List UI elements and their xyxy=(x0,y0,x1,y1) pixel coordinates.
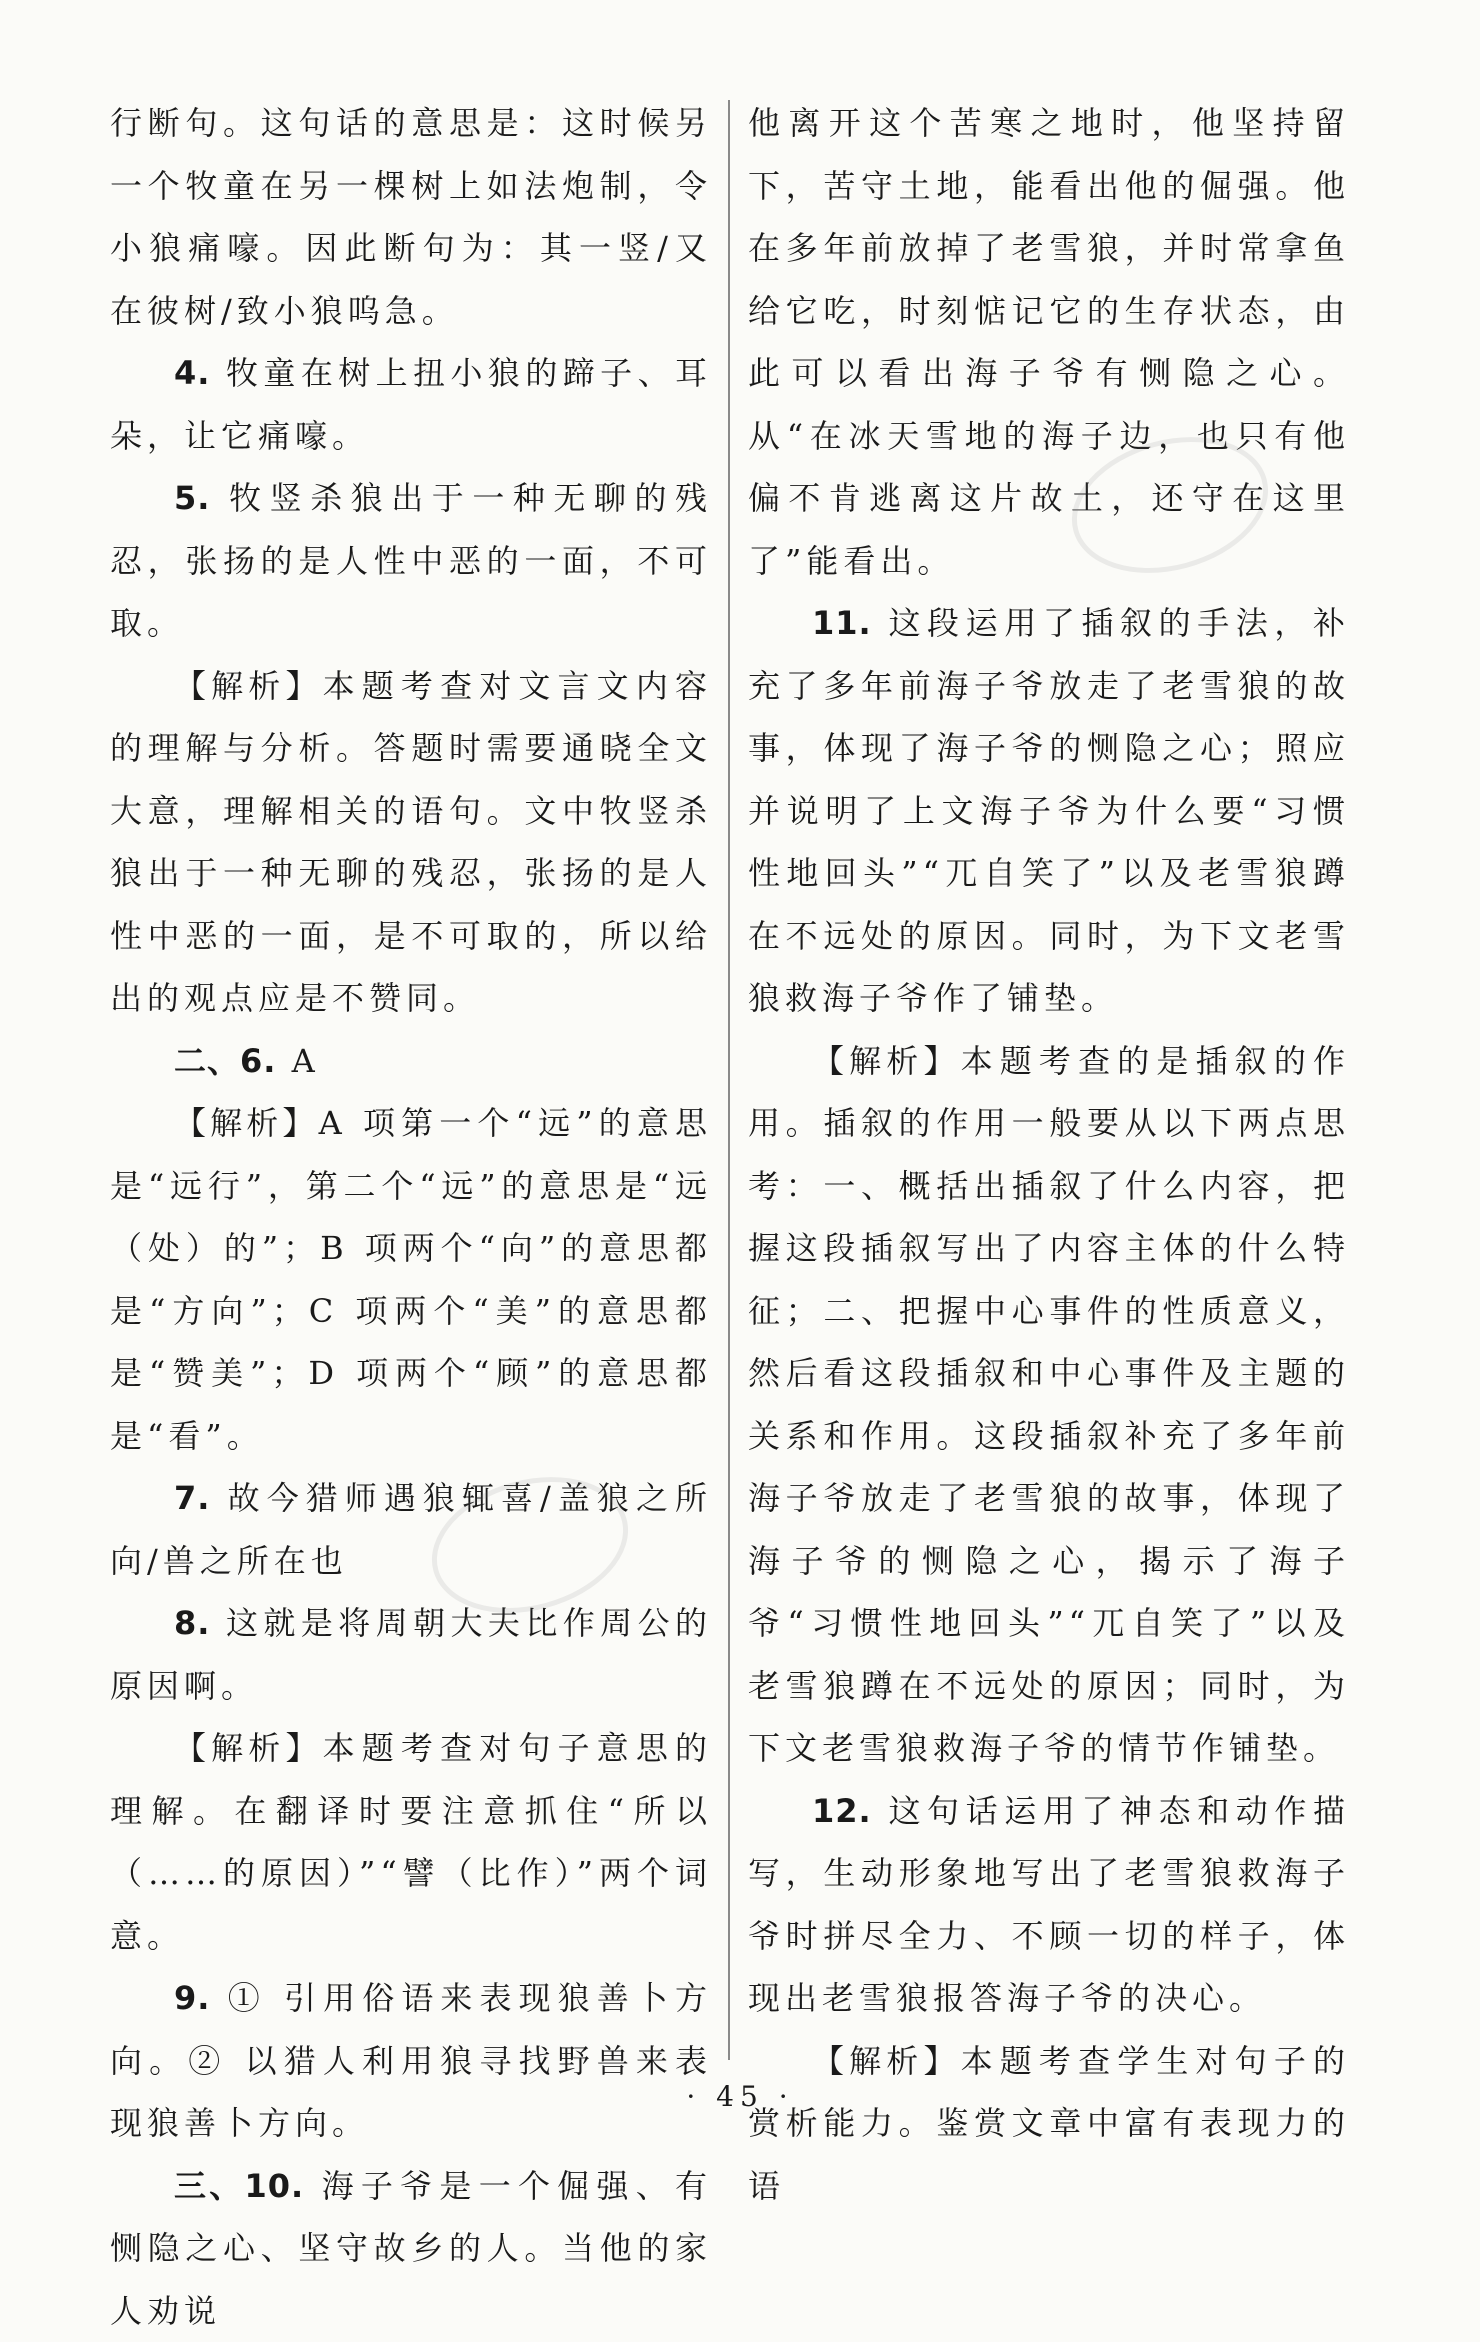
question-number: 11. xyxy=(812,604,872,642)
paragraph-text: 牧竖杀狼出于一种无聊的残忍，张扬的是人性中恶的一面，不可取。 xyxy=(110,479,712,642)
answer-paragraph xyxy=(110,1092,712,1467)
question-number: 三、10. xyxy=(174,2167,304,2205)
question-number: 二、6. xyxy=(174,1042,276,1080)
question-number: 12. xyxy=(812,1792,872,1830)
paragraph-text: 本题考查学生对句子的赏析能力。鉴赏文章中富有表现力的语 xyxy=(748,2042,1350,2205)
column-divider xyxy=(728,100,730,2060)
answer-paragraph xyxy=(110,1467,712,1592)
paragraph-text: A xyxy=(292,1042,320,1080)
paragraph-text: 行断句。这句话的意思是：这时候另一个牧童在另一棵树上如法炮制，令小狼痛嚎。因此断句为：其一竖/又在彼树/致小狼呜急。 xyxy=(110,104,712,330)
answer-paragraph xyxy=(110,2155,712,2342)
question-number: 5. xyxy=(174,479,210,517)
answer-paragraph xyxy=(748,1780,1350,2030)
paragraph-text: ① 引用俗语来表现狼善卜方向。② 以猎人利用狼寻找野兽来表现狼善卜方向。 xyxy=(110,1979,712,2142)
paragraph-text: 故今猎师遇狼辄喜/盖狼之所向/兽之所在也 xyxy=(110,1479,712,1580)
answer-paragraph xyxy=(110,1030,712,1093)
paragraph-text: 这段运用了插叙的手法，补充了多年前海子爷放走了老雪狼的故事，体现了海子爷的恻隐之心；照应并说明了上文海子爷为什么要“习惯性地回头”“兀自笑了”以及老雪狼蹲在不远处的原因。同时，为下文老雪狼救海子爷作了铺垫。 xyxy=(748,604,1350,1017)
paragraph-text: 这就是将周朝大夫比作周公的原因啊。 xyxy=(110,1604,712,1705)
paragraph-text: 海子爷是一个倔强、有恻隐之心、坚守故乡的人。当他的家人劝说 xyxy=(110,2167,712,2330)
answer-paragraph xyxy=(110,1717,712,1967)
analysis-tag: 【解析】 xyxy=(174,1729,323,1767)
answer-paragraph xyxy=(748,1030,1350,1780)
page-number: · 45 · xyxy=(0,2080,1480,2113)
answer-paragraph xyxy=(748,92,1350,592)
answer-paragraph xyxy=(110,467,712,655)
paragraph-text: 这句话运用了神态和动作描写，生动形象地写出了老雪狼救海子爷时拼尽全力、不顾一切的样子，体现出老雪狼报答海子爷的决心。 xyxy=(748,1792,1350,2018)
question-number: 4. xyxy=(174,354,210,392)
answer-paragraph xyxy=(748,2030,1350,2218)
paragraph-text: 牧童在树上扭小狼的蹄子、耳朵，让它痛嚎。 xyxy=(110,354,712,455)
analysis-tag: 【解析】 xyxy=(174,1104,319,1142)
paragraph-text: 本题考查的是插叙的作用。插叙的作用一般要从以下两点思考：一、概括出插叙了什么内容，把握这段插叙写出了内容主体的什么特征；二、把握中心事件的性质意义，然后看这段插叙和中心事件及主题的关系和作用。这段插叙补充了多年前海子爷放走了老雪狼的故事，体现了海子爷的恻隐之心，揭示了海子爷“习惯性地回头”“兀自笑了”以及老雪狼蹲在不远处的原因；同时，为下文老雪狼救海子爷的情节作铺垫。 xyxy=(748,1042,1350,1768)
paragraph-text: A 项第一个“远”的意思是“远行”，第二个“远”的意思是“远（处）的”；B 项两个“向”的意思都是“方向”；C 项两个“美”的意思都是“赞美”；D 项两个“顾”的意思都是“看”。 xyxy=(110,1104,712,1455)
answer-paragraph xyxy=(110,342,712,467)
analysis-tag: 【解析】 xyxy=(812,1042,961,1080)
question-number: 8. xyxy=(174,1604,210,1642)
answer-paragraph xyxy=(110,655,712,1030)
paragraph-text: 本题考查对句子意思的理解。在翻译时要注意抓住“所以（……的原因）”“譬（比作）”两个词意。 xyxy=(110,1729,712,1955)
answer-paragraph xyxy=(110,1967,712,2155)
answer-paragraph xyxy=(110,1592,712,1717)
question-number: 9. xyxy=(174,1979,210,2017)
paragraph-text: 他离开这个苦寒之地时，他坚持留下，苦守土地，能看出他的倔强。他在多年前放掉了老雪狼，并时常拿鱼给它吃，时刻惦记它的生存状态，由此可以看出海子爷有恻隐之心。从“在冰天雪地的海子边，也只有他偏不肯逃离这片故土，还守在这里了”能看出。 xyxy=(748,104,1350,580)
question-number: 7. xyxy=(174,1479,210,1517)
analysis-tag: 【解析】 xyxy=(812,2042,961,2080)
answer-paragraph xyxy=(748,592,1350,1030)
analysis-tag: 【解析】 xyxy=(174,667,323,705)
answer-paragraph xyxy=(110,92,712,342)
paragraph-text: 本题考查对文言文内容的理解与分析。答题时需要通晓全文大意，理解相关的语句。文中牧竖杀狼出于一种无聊的残忍，张扬的是人性中恶的一面，是不可取的，所以给出的观点应是不赞同。 xyxy=(110,667,712,1018)
right-column xyxy=(748,92,1350,2217)
left-column xyxy=(110,92,712,2342)
